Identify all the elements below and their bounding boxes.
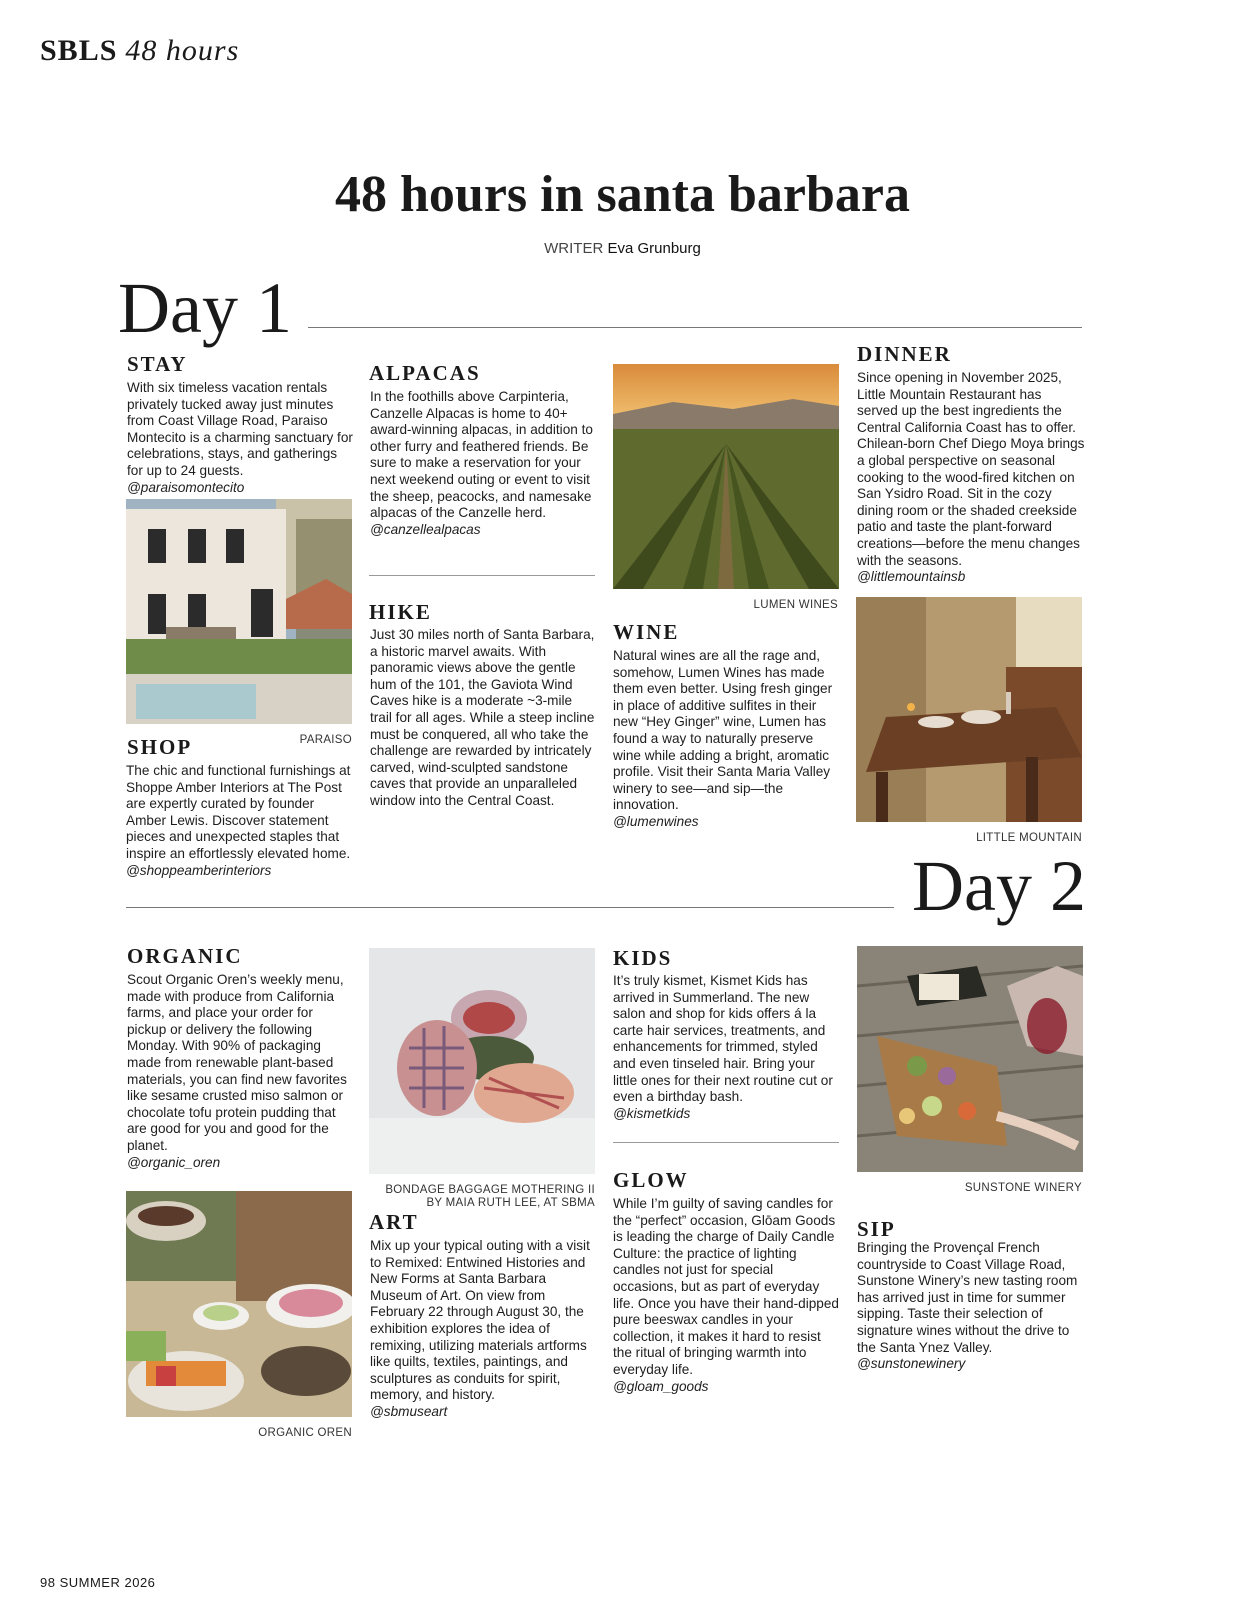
vineyard-photo bbox=[613, 364, 839, 589]
brand-name: SBLS bbox=[40, 34, 118, 67]
day-1-heading: Day 1 bbox=[118, 268, 292, 348]
page-number: 98 bbox=[40, 1575, 56, 1590]
sunstone-caption: SUNSTONE WINERY bbox=[964, 1182, 1082, 1194]
organic-handle[interactable]: @organic_oren bbox=[127, 1154, 221, 1170]
dinner-text: Since opening in November 2025, Little Mountain Restaurant has served up the best ingredients the Central California Coast has to offer. Chilean-born Chef Diego Moya brings a global perspective on seasonal cooking to the wood-fired kitchen on San Ysidro Road. Sit in the cozy dining room or the shaded creekside patio and taste the plant-forward creations—before the menu changes with the seasons. bbox=[857, 370, 1085, 568]
dinner-body bbox=[857, 370, 1085, 586]
stay-handle[interactable]: @paraisomontecito bbox=[127, 479, 245, 495]
organic-body bbox=[127, 972, 353, 1171]
dinner-handle[interactable]: @littlemountainsb bbox=[857, 569, 966, 585]
kids-text: It’s truly kismet, Kismet Kids has arrived in Summerland. The new salon and shop for kids offers á la carte hair services, treatments, and enhancements for trimmed, styled and even tinseled hair. Bring your little ones for their next routine cut or even a birthday bash. bbox=[613, 973, 833, 1105]
art-caption bbox=[369, 1184, 595, 1210]
sip-heading: SIP bbox=[857, 1217, 896, 1241]
alpacas-heading: ALPACAS bbox=[369, 361, 481, 385]
day-2-divider bbox=[126, 907, 894, 908]
organic-heading: ORGANIC bbox=[127, 944, 243, 968]
shop-handle[interactable]: @shoppeamberinteriors bbox=[126, 862, 272, 878]
wine-text: Natural wines are all the rage and, somehow, Lumen Wines has made them even better. Using fresh ginger in place of additive sulfites in their new “Hey Ginger” wine, Lumen has found a way to naturally preserve wine while adding a bright, aromatic profile. Visit their Santa Maria Valley winery to see—and sip—the innovation. bbox=[613, 648, 833, 813]
little-mountain-caption: LITTLE MOUNTAIN bbox=[976, 832, 1082, 844]
kids-body bbox=[613, 973, 839, 1122]
glow-body bbox=[613, 1196, 839, 1395]
alpacas-body bbox=[370, 389, 596, 538]
byline-label: WRITER bbox=[544, 240, 604, 257]
glow-handle[interactable]: @gloam_goods bbox=[613, 1378, 709, 1394]
art-heading: ART bbox=[369, 1210, 419, 1234]
art-caption-line1: BONDAGE BAGGAGE MOTHERING II bbox=[385, 1184, 595, 1196]
art-text: Mix up your typical outing with a visit to Remixed: Entwined Histories and New Forms at Santa Barbara Museum of Art. On view from February 22 through August 30, the exhibition explores the idea of remixing, utilizing materials artforms like quilts, textiles, paintings, and sculptures as conduits for spirit, memory, and history. bbox=[370, 1238, 590, 1403]
bondage-baggage-photo bbox=[369, 948, 595, 1174]
stay-heading: STAY bbox=[127, 352, 188, 376]
shop-text: The chic and functional furnishings at Shoppe Amber Interiors at The Post are expertly curated by founder Amber Lewis. Discover statement pieces and unexpected staples that inspire an effortlessly elevated home. bbox=[126, 763, 351, 861]
sip-handle[interactable]: @sunstonewinery bbox=[857, 1356, 966, 1372]
kids-divider bbox=[613, 1142, 839, 1143]
hike-body: Just 30 miles north of Santa Barbara, a historic marvel awaits. With panoramic views above the gentle hum of the 101, the Gaviota Wind Caves hike is a moderate ~3-mile trail for all ages. While a steep incline must be conquered, all who take the challenge are rewarded by intricately carved, wind-sculpted sandstone caves that provide an unparalleled window into the Central Coast. bbox=[370, 627, 595, 808]
organic-oren-caption: ORGANIC OREN bbox=[258, 1427, 352, 1439]
wine-body bbox=[613, 648, 839, 831]
hike-heading: HIKE bbox=[369, 600, 432, 624]
page-footer bbox=[40, 1575, 155, 1590]
paraiso-photo bbox=[126, 499, 352, 724]
kids-heading: KIDS bbox=[613, 946, 673, 970]
section-name: 48 hours bbox=[125, 34, 240, 67]
little-mountain-photo bbox=[856, 597, 1082, 822]
glow-text: While I’m guilty of saving candles for the “perfect” occasion, Glōam Goods is leading the charge of Daily Candle Culture: the practice of lighting candles not just for special occasions, but as part of everyday life. Once you have their hand-dipped pure beeswax candles in your collection, it makes it hard to resist the ritual of bringing warmth into everyday life. bbox=[613, 1196, 839, 1377]
glow-heading: GLOW bbox=[613, 1168, 689, 1192]
sip-body bbox=[857, 1240, 1083, 1373]
paraiso-caption: PARAISO bbox=[299, 734, 352, 746]
dinner-heading: DINNER bbox=[857, 342, 952, 366]
masthead bbox=[40, 34, 239, 68]
sunstone-photo bbox=[857, 946, 1083, 1172]
art-caption-line2: BY MAIA RUTH LEE, AT SBMA bbox=[426, 1197, 595, 1209]
lumen-caption: LUMEN WINES bbox=[753, 599, 838, 611]
page-title: 48 hours in santa barbara bbox=[335, 166, 910, 223]
shop-body bbox=[126, 763, 352, 879]
stay-text: With six timeless vacation rentals privately tucked away just minutes from Coast Village Road, Paraiso Montecito is a charming sanctuary for celebrations, stays, and gatherings for up to 24 guests. bbox=[127, 380, 353, 478]
issue-label: SUMMER 2026 bbox=[59, 1575, 156, 1590]
alpacas-text: In the foothills above Carpinteria, Canzelle Alpacas is home to 40+ award-winning alpacas, in addition to other furry and feathered friends. Be sure to make a reservation for your next weekend outing or event to visit the sheep, peacocks, and namesake alpacas of the Canzelle herd. bbox=[370, 389, 593, 521]
kids-handle[interactable]: @kismetkids bbox=[613, 1105, 691, 1121]
alpacas-handle[interactable]: @canzellealpacas bbox=[370, 521, 481, 537]
byline bbox=[0, 240, 1245, 257]
art-handle[interactable]: @sbmuseart bbox=[370, 1403, 448, 1419]
organic-oren-photo bbox=[126, 1191, 352, 1417]
wine-heading: WINE bbox=[613, 620, 680, 644]
day-2-heading: Day 2 bbox=[912, 846, 1086, 926]
day-1-divider bbox=[308, 327, 1082, 328]
organic-text: Scout Organic Oren’s weekly menu, made with produce from California farms, and place your order for pickup or delivery the following Monday. With 90% of packaging made from renewable plant-based materials, you can find new favorites like sesame crusted miso salmon or chocolate tofu protein pudding that are good for you and good for the planet. bbox=[127, 972, 347, 1153]
wine-handle[interactable]: @lumenwines bbox=[613, 813, 699, 829]
art-body bbox=[370, 1238, 596, 1421]
shop-heading: SHOP bbox=[127, 735, 193, 759]
sip-text: Bringing the Provençal French countryside to Coast Village Road, Sunstone Winery’s new tasting room has arrived just in time for summer sipping. Taste their selection of signature wines without the drive to the Santa Ynez Valley. bbox=[857, 1240, 1078, 1355]
alpacas-divider bbox=[369, 575, 595, 576]
stay-body bbox=[127, 380, 353, 496]
byline-name: Eva Grunburg bbox=[607, 240, 701, 257]
